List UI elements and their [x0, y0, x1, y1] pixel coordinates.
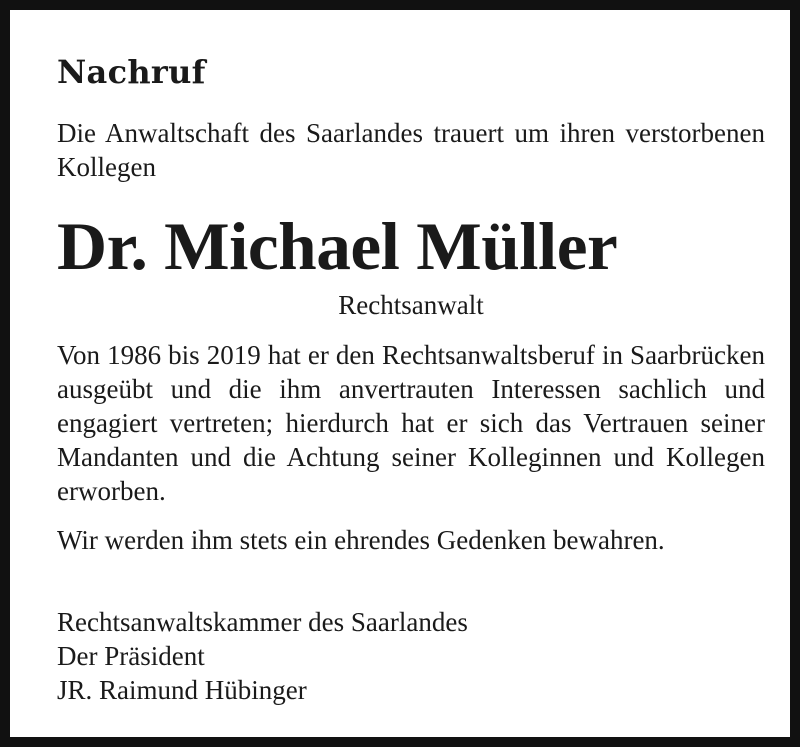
signature-role: Der Präsident — [57, 641, 205, 671]
notice-heading: Nachruf — [57, 53, 206, 91]
closing-text: Wir werden ihm stets ein ehrendes Gedenken bewahren. — [57, 525, 665, 555]
signature-signatory: JR. Raimund Hübinger — [57, 675, 307, 705]
signature-block — [57, 605, 468, 707]
signature-organization: Rechtsanwaltskammer des Saarlandes — [57, 607, 468, 637]
intro-text: Die Anwaltschaft des Saarlandes trauert um ihren verstorbenen Kollegen — [57, 118, 765, 182]
deceased-profession: Rechtsanwalt — [338, 290, 484, 320]
biography-text: Von 1986 bis 2019 hat er den Rechtsanwaltsberuf in Saarbrücken ausgeübt und die ihm anvertrauten Interessen sachlich und engagiert vertreten; hierdurch hat er sich das Vertrauen seiner Mandanten und die Achtung seiner Kolleginnen und Kollegen erworben. — [57, 340, 765, 506]
deceased-name: Dr. Michael Müller — [57, 208, 618, 284]
